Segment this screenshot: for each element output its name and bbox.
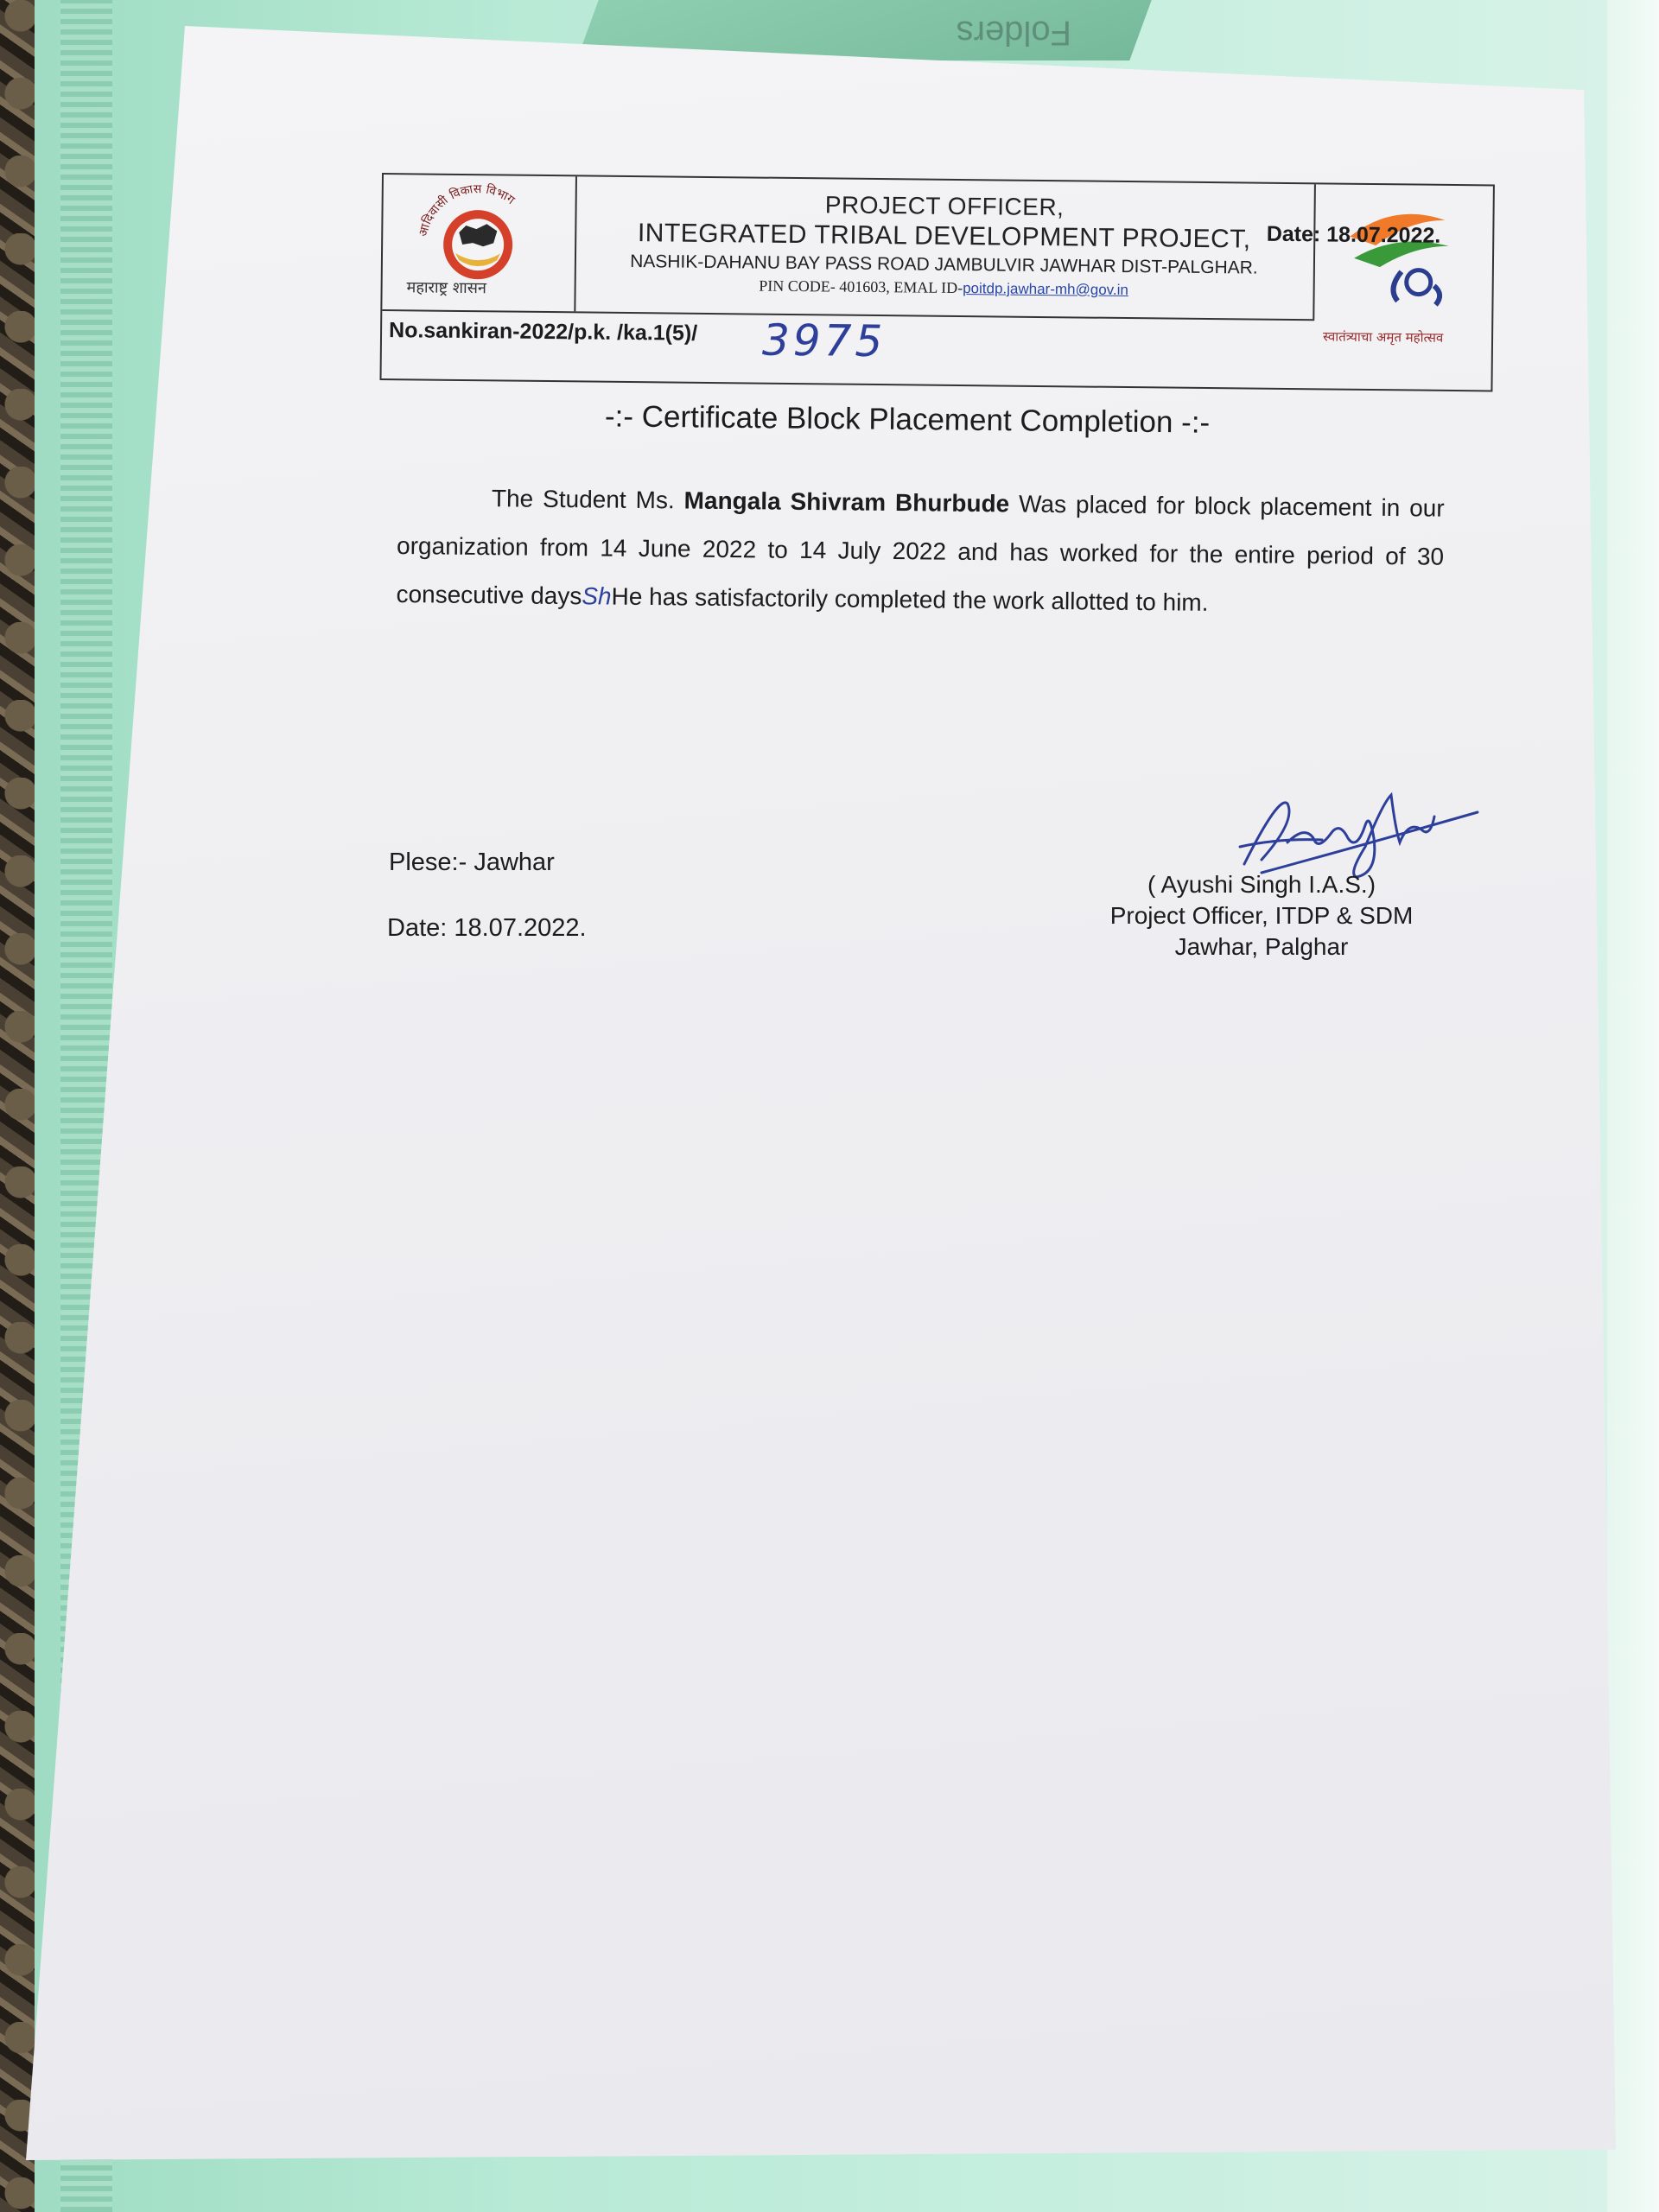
reference-handwritten-number: 3975	[761, 315, 887, 367]
office-address: NASHIK-DAHANU BAY PASS ROAD JAMBULVIR JAWHAR DIST-PALGHAR.	[630, 251, 1258, 278]
office-address-cell	[574, 176, 1316, 319]
handwritten-correction: Sh	[582, 582, 612, 610]
pin-code: PIN CODE- 401603, EMAL ID-	[759, 276, 963, 297]
left-logo-caption: महाराष्ट्र शासन	[406, 278, 487, 298]
signatory-name: ( Ayushi Singh I.A.S.)	[1147, 871, 1376, 898]
left-logo-ring-text: आदिवासी विकास विभाग	[416, 182, 518, 238]
certificate-title: -:- Certificate Block Placement Completion -:-	[604, 399, 1211, 440]
place-of-issue: Plese:- Jawhar	[389, 849, 555, 876]
header-date: Date: 18.07.2022.	[1266, 221, 1441, 248]
reference-number: No.sankiran-2022/p.k. /ka.1(5)/	[388, 318, 698, 346]
signatory-title: Project Officer, ITDP & SDM	[1109, 902, 1414, 929]
folder-right-edge	[1607, 0, 1659, 2212]
date-cell	[1313, 353, 1491, 390]
certificate-body	[396, 474, 1445, 630]
left-logo-cell	[382, 175, 577, 311]
pin-email-line	[575, 275, 1313, 301]
issue-date: Date: 18.07.2022.	[387, 914, 587, 942]
project-title: INTEGRATED TRIBAL DEVELOPMENT PROJECT,	[637, 219, 1251, 254]
body-placement-details: Was placed for block placement in our organization from 14 June 2022 to 14 July 2022 and has worked for the entire period of 30 consecutive days	[396, 490, 1445, 610]
right-logo-cell	[1314, 184, 1493, 355]
body-intro: The Student Ms.	[491, 485, 684, 514]
signatory-block	[1089, 869, 1434, 963]
body-completion: He has satisfactorily completed the work allotted to him.	[611, 582, 1209, 616]
folder-top-card-label: Folders	[956, 14, 1071, 52]
reference-row	[381, 309, 1314, 390]
letterhead	[379, 173, 1494, 391]
student-name: Mangala Shivram Bhurbude	[683, 486, 1010, 518]
right-logo-caption: स्वातंत्र्याचा अमृत महोत्सव	[1322, 328, 1444, 346]
office-title: PROJECT OFFICER,	[824, 191, 1065, 221]
azadi-ka-amrit-mahotsav-logo-icon	[1314, 184, 1493, 324]
email-link[interactable]: poitdp.jawhar-mh@gov.in	[963, 280, 1129, 299]
signatory-location: Jawhar, Palghar	[1174, 933, 1349, 960]
